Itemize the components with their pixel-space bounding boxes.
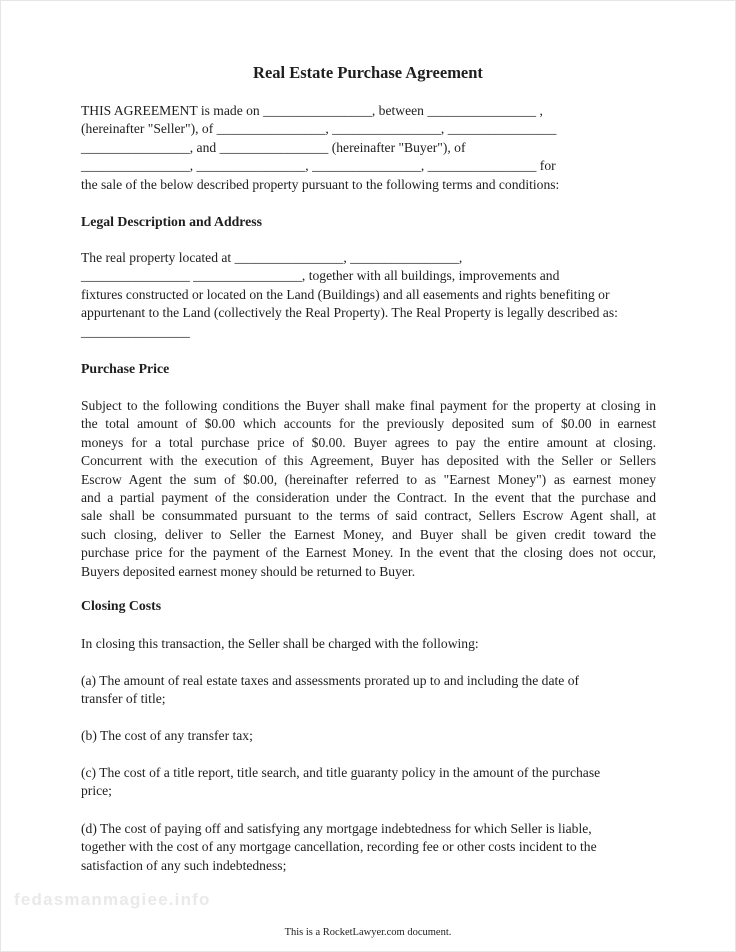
item-c-line: (c) The cost of a title report, title search, and title guaranty policy in the amount of the purchase: [81, 765, 601, 780]
item-d-line: (d) The cost of paying off and satisfying any mortgage indebtedness for which Seller is liable,: [81, 821, 592, 836]
item-a-line: transfer of title;: [81, 691, 166, 707]
item-d-line: satisfaction of any such indebtedness;: [81, 857, 287, 873]
intro-paragraph: [81, 102, 661, 194]
item-b-line: (b) The cost of any transfer tax;: [81, 728, 253, 743]
legal-line: appurtenant to the Land (collectively the Real Property). The Real Property is legally described as:: [81, 305, 618, 321]
legal-heading: Legal Description and Address: [81, 214, 263, 229]
closing-item-a: [81, 672, 661, 709]
closing-intro-line: In closing this transaction, the Seller shall be charged with the following:: [81, 636, 479, 651]
purchase-heading: Purchase Price: [81, 361, 170, 376]
purchase-line: the total amount of $0.00 which accounts for the previously deposited sum of $0.00 in earnest: [81, 416, 656, 432]
intro-line: THIS AGREEMENT is made on ________________, between ________________ ,: [81, 103, 543, 118]
purchase-line: moneys for a total purchase price of $0.00. Buyer agrees to pay the entire amount at closing.: [81, 434, 656, 450]
purchase-line: and a partial payment of the consideration under the Contract. In the event that the purchase and: [81, 490, 656, 506]
closing-item-c: [81, 764, 661, 801]
purchase-line: Concurrent with the execution of this Agreement, Buyer has deposited with the Seller or Sellers: [81, 453, 656, 469]
legal-line: fixtures constructed or located on the Land (Buildings) and all easements and rights benefiting or: [81, 286, 610, 302]
purchase-paragraph: [81, 397, 656, 581]
purchase-line: sale shall be consummated pursuant to the terms of said contract, Sellers Escrow Agent shall, at: [81, 508, 656, 524]
intro-line: ________________, ________________, ________________, ________________ for: [81, 158, 556, 174]
purchase-line: Subject to the following conditions the Buyer shall make final payment for the property at closing in: [81, 398, 656, 413]
purchase-line: Escrow Agent the sum of $0.00, (hereinafter referred to as "Earnest Money") as earnest money: [81, 471, 656, 487]
legal-line: ________________: [81, 323, 190, 339]
closing-item-d: [81, 820, 661, 875]
legal-line: ________________ ________________, together with all buildings, improvements and: [81, 268, 560, 284]
purchase-line: Buyers deposited earnest money should be returned to Buyer.: [81, 563, 416, 579]
item-c-line: price;: [81, 783, 112, 799]
legal-line: The real property located at ________________, ________________,: [81, 250, 463, 265]
footer-note: This is a RocketLawyer.com document.: [284, 927, 452, 938]
document-title: Real Estate Purchase Agreement: [253, 63, 483, 82]
closing-intro: [81, 635, 661, 653]
intro-line: ________________, and ________________ (hereinafter "Buyer"), of: [81, 139, 466, 155]
purchase-line: such closing, deliver to Seller the Earnest Money, and Buyer shall be given credit toward the: [81, 526, 656, 542]
purchase-line: purchase price for the payment of the Earnest Money. In the event that the closing does not occur,: [81, 545, 656, 561]
item-d-line: together with the cost of any mortgage cancellation, recording fee or other costs incident to the: [81, 839, 597, 855]
legal-paragraph: [81, 249, 661, 341]
intro-line: the sale of the below described property pursuant to the following terms and conditions:: [81, 176, 560, 192]
item-a-line: (a) The amount of real estate taxes and assessments prorated up to and including the date of: [81, 673, 580, 688]
intro-line: (hereinafter "Seller"), of ________________, ________________, ________________: [81, 121, 557, 137]
closing-item-b: [81, 727, 661, 745]
watermark-text: fedasmanmagiee.info: [14, 890, 211, 909]
closing-heading: Closing Costs: [81, 598, 162, 613]
